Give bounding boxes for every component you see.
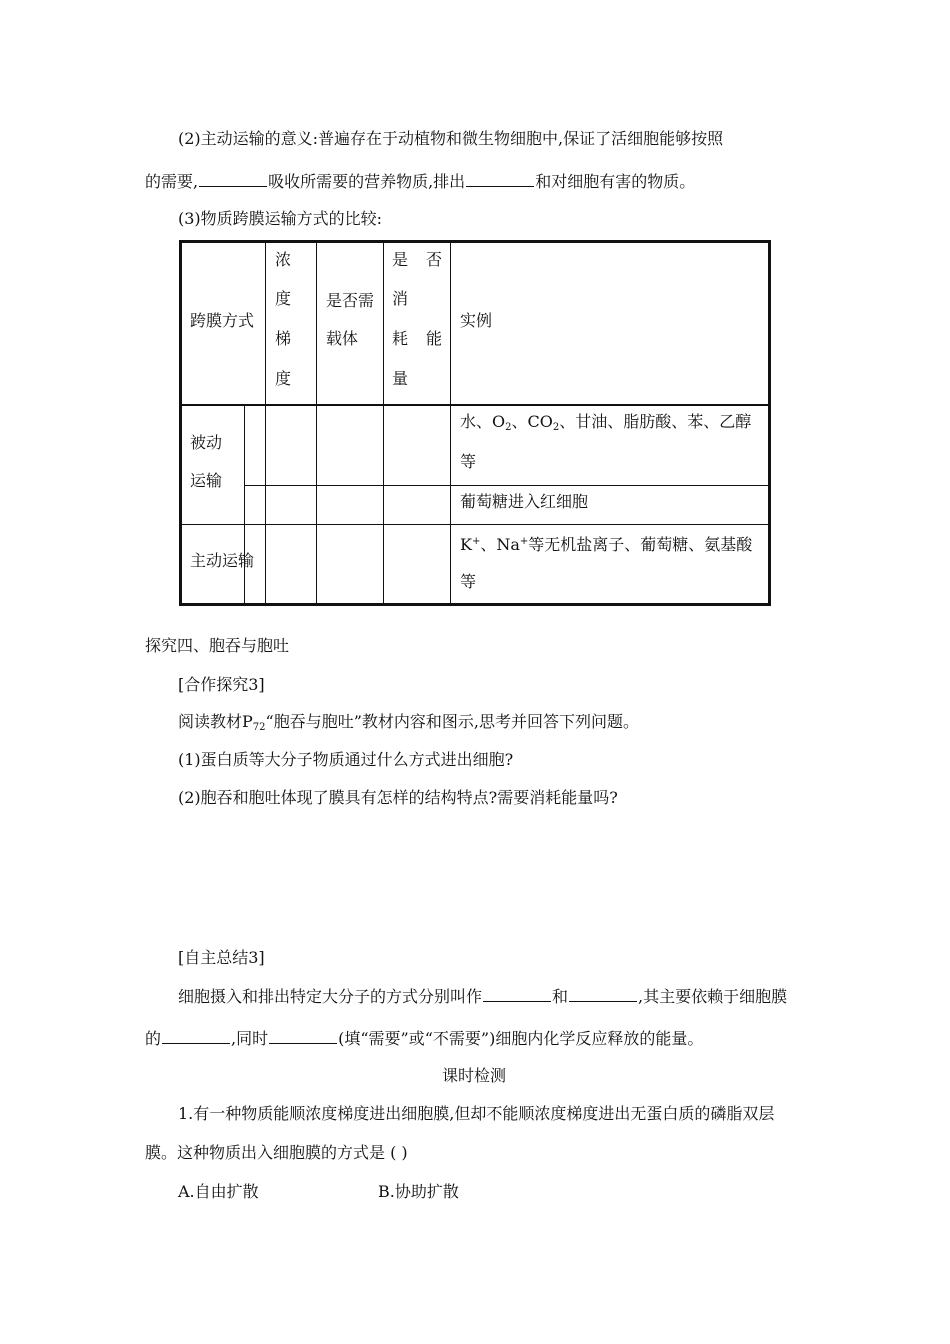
section-heading: 探究四、胞吞与胞吐 [145, 636, 290, 655]
summary-line1 [178, 987, 787, 1007]
superscript: + [471, 536, 481, 547]
header-carrier-line1: 是否需 [326, 291, 375, 310]
header-energy-char: 耗 [392, 329, 409, 348]
header-energy-char: 是 [392, 250, 409, 269]
header-energy-char: 消 [392, 289, 409, 308]
text: 水、O [460, 412, 506, 431]
table-divider [383, 243, 384, 603]
fill-blank[interactable] [269, 1029, 337, 1044]
subscript: 2 [505, 422, 512, 433]
passive-label-line1: 被动 [190, 433, 223, 452]
self-summary-label: [自主总结3] [178, 948, 265, 967]
text: 吸收所需要的营养物质,排出 [268, 172, 466, 191]
fill-blank[interactable] [199, 172, 267, 187]
text: (填“需要”或“不需要”)细胞内化学反应释放的能量。 [338, 1029, 704, 1048]
reading-instruction [178, 712, 639, 738]
header-gradient-char: 度 [275, 289, 292, 308]
passive-label-line2: 运输 [190, 471, 223, 490]
para-comparison-heading: (3)物质跨膜运输方式的比较: [178, 209, 383, 228]
test-question-1-line1: 1.有一种物质能顺浓度梯度进出细胞膜,但却不能顺浓度梯度进出无蛋白质的磷脂双层 [178, 1104, 775, 1123]
text: “胞吞与胞吐”教材内容和图示,思考并回答下列问题。 [265, 712, 639, 731]
subscript: 2 [552, 422, 560, 433]
table-divider [244, 485, 768, 486]
table-divider [182, 404, 768, 406]
option-b[interactable]: B.协助扩散 [378, 1182, 459, 1201]
active-label: 主动运输 [190, 551, 255, 570]
test-question-1-line2: 膜。这种物质出入细胞膜的方式是 ( ) [145, 1143, 408, 1162]
question-2: (2)胞吞和胞吐体现了膜具有怎样的结构特点?需要消耗能量吗? [178, 788, 618, 807]
header-carrier-line2: 载体 [326, 329, 359, 348]
text: 细胞摄入和排出特定大分子的方式分别叫作 [178, 987, 483, 1006]
text: 等无机盐离子、葡萄糖、氨基酸 [528, 535, 753, 554]
fill-blank[interactable] [162, 1029, 230, 1044]
text: 阅读教材P [178, 712, 253, 731]
table-divider [450, 243, 451, 603]
example-active-line1 [460, 532, 752, 555]
para-significance-line1: (2)主动运输的意义:普遍存在于动植物和微生物细胞中,保证了活细胞能够按照 [178, 129, 724, 148]
cooperative-inquiry-label: [合作探究3] [178, 675, 265, 694]
table-divider [244, 404, 245, 603]
question-1: (1)蛋白质等大分子物质通过什么方式进出细胞? [178, 750, 514, 769]
example-active-line2: 等 [460, 572, 477, 591]
fill-blank[interactable] [483, 987, 551, 1002]
summary-line2 [145, 1029, 703, 1049]
header-energy-char: 否 [426, 250, 443, 269]
header-gradient-char: 浓 [275, 250, 292, 269]
fill-blank[interactable] [466, 172, 534, 187]
table-divider [316, 243, 317, 603]
text: 的需要, [145, 172, 199, 191]
header-example: 实例 [460, 311, 493, 330]
subscript: 72 [252, 722, 266, 733]
text: 、CO [511, 412, 553, 431]
example-facilitated-diffusion: 葡萄糖进入红细胞 [460, 492, 589, 511]
text: K [460, 535, 472, 554]
text: ,其主要依赖于细胞膜 [638, 987, 788, 1006]
superscript: + [519, 536, 529, 547]
example-free-diffusion-line2: 等 [460, 452, 477, 471]
transport-comparison-table [179, 240, 771, 606]
example-free-diffusion-line1 [460, 412, 751, 438]
header-mode: 跨膜方式 [190, 311, 255, 330]
header-energy-char: 量 [392, 369, 409, 388]
header-energy-char: 能 [426, 329, 443, 348]
table-divider [265, 243, 266, 603]
option-a[interactable]: A.自由扩散 [178, 1182, 259, 1201]
header-gradient-char: 梯 [275, 329, 292, 348]
text: 的 [145, 1029, 162, 1048]
text: 和对细胞有害的物质。 [535, 172, 696, 191]
para-significance-line2 [145, 172, 695, 192]
text: ,同时 [231, 1029, 269, 1048]
text: 和 [552, 987, 569, 1006]
lesson-check-title: 课时检测 [442, 1066, 507, 1085]
text: 、Na [480, 535, 520, 554]
fill-blank[interactable] [569, 987, 637, 1002]
header-gradient-char: 度 [275, 369, 292, 388]
text: 、甘油、脂肪酸、苯、乙醇 [559, 412, 752, 431]
table-divider [182, 524, 768, 525]
